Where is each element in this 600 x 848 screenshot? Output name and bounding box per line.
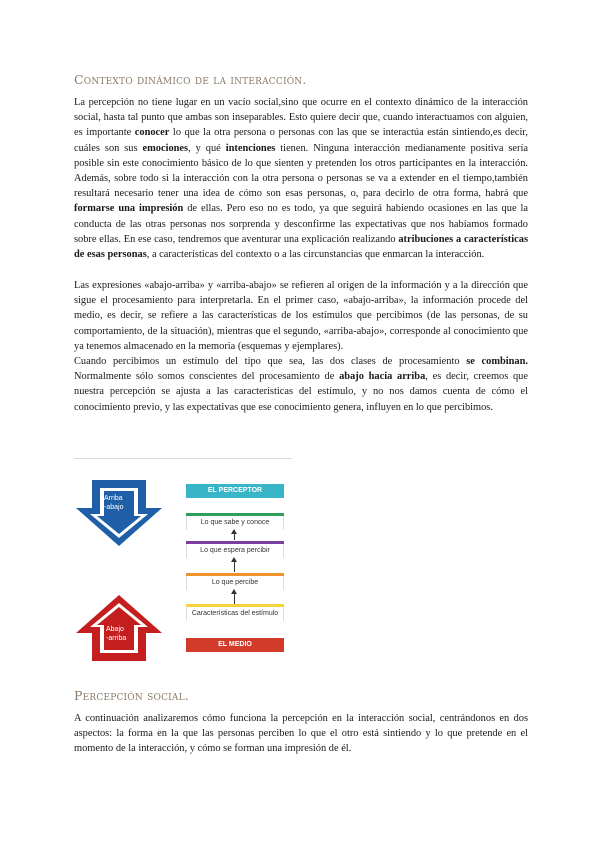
abajo-arriba-label: Abajo -arriba xyxy=(106,626,127,642)
bold-term: atribuciones a características de esas personas xyxy=(74,233,528,261)
text-run: , a características del contexto o a las circunstancias que enmarcan la interacción. xyxy=(146,249,485,261)
text-run: Normalmente sólo somos conscientes del procesamiento de xyxy=(74,371,340,383)
arriba-abajo-arrow-icon xyxy=(74,478,164,548)
bold-term: se combinan. xyxy=(466,356,528,367)
box-lo-que-percibe: Lo que percibe xyxy=(186,576,284,590)
text-run: tienen. Ninguna interacción medianamente positiva sería posible sin este conocimiento básico de lo que sienten y pretenden los otros participantes en la interacción. Además, sobre todo si la interacción con la otra persona o personas se va a extender en el tiempo,también resultará necesario tener una idea de cómo son esas personas, o, para decirlo de otra forma, habrá que xyxy=(74,142,528,200)
box-caracteristicas: Características del estímulo xyxy=(186,607,284,621)
arriba-abajo-label: Arriba -abajo xyxy=(104,495,124,511)
box-el-perceptor: EL PERCEPTOR xyxy=(186,484,284,498)
arrow-up-icon xyxy=(231,557,237,562)
bold-term: emociones xyxy=(142,142,189,154)
text-run: , y qué xyxy=(188,142,226,154)
figure-top-rule xyxy=(74,458,292,459)
bold-term: formarse una impresión xyxy=(74,203,184,215)
box-lo-que-sabe: Lo que sabe y conoce xyxy=(186,516,284,530)
arrow-up-icon xyxy=(231,589,237,594)
text-run: Cuando percibimos un estímulo del tipo que sea, las dos clases de procesamiento xyxy=(74,356,467,367)
box-lo-que-espera: Lo que espera percibir xyxy=(186,544,284,558)
paragraph-expresiones: Las expresiones «abajo-arriba» y «arriba-abajo» se refieren al origen de la información y a la dirección que sigue el procesamiento para interpretarla. En el primer caso, «abajo-arriba», la información procede del medio, es decir, se refiere a las características de los estímulos que percibimos (de las personas, de su comportamiento, de la situación), mientras que el segundo, «arriba-abajo», corresponde al conocimiento que ya tenemos almacenado en la memoria (esquemas y ejemplares). xyxy=(74,280,528,352)
arrow-up-icon xyxy=(231,529,237,534)
text-run: , es decir, creemos que nuestra percepción se ajusta a las características del estímulo, y no nos damos cuenta de cómo el conocimiento previo, y las expectativas que ese conocimiento genera, influyen en lo que percibimos. xyxy=(74,371,528,413)
box-el-medio: EL MEDIO xyxy=(186,638,284,652)
perception-diagram xyxy=(74,458,292,666)
section-heading-contexto: Contexto dinámico de la interacción. xyxy=(74,72,307,87)
section-heading-percepcion-social: Percepción social. xyxy=(74,688,189,703)
bold-term: intenciones xyxy=(225,142,276,154)
paragraph-combinan xyxy=(74,354,528,415)
bold-term: conocer xyxy=(134,127,170,139)
paragraph-percepcion-social: A continuación analizaremos cómo funciona la percepción en la interacción social, centrándonos en dos aspectos: la forma en la que las personas perciben lo que el otro está sintiendo y lo que pretende en el momento de la interacción, y cómo se forman una impresión de él. xyxy=(74,713,528,755)
text-run: La percepción no tiene lugar en un vacío social,sino que ocurre en el contexto dinámico de la interacción social, hasta tal punto que ambas son inseparables. Esto quiere decir que, cuando interactuamos con alguien, es importante xyxy=(74,97,528,139)
text-run: de ellas. Pero eso no es todo, ya que seguirá habiendo ocasiones en las que la conducta de las otras personas nos sorprenda y desconfirme las expectativas que nos habíamos formado sobre ellas. En ese caso, tendremos que aventurar una explicación realizando xyxy=(74,203,528,245)
bold-term: abajo hacia arriba xyxy=(339,371,426,383)
text-run: lo que la otra persona o personas con las que se interactúa están sintiendo,es decir, cuáles son sus xyxy=(74,127,528,154)
paragraph-contexto xyxy=(74,95,528,262)
